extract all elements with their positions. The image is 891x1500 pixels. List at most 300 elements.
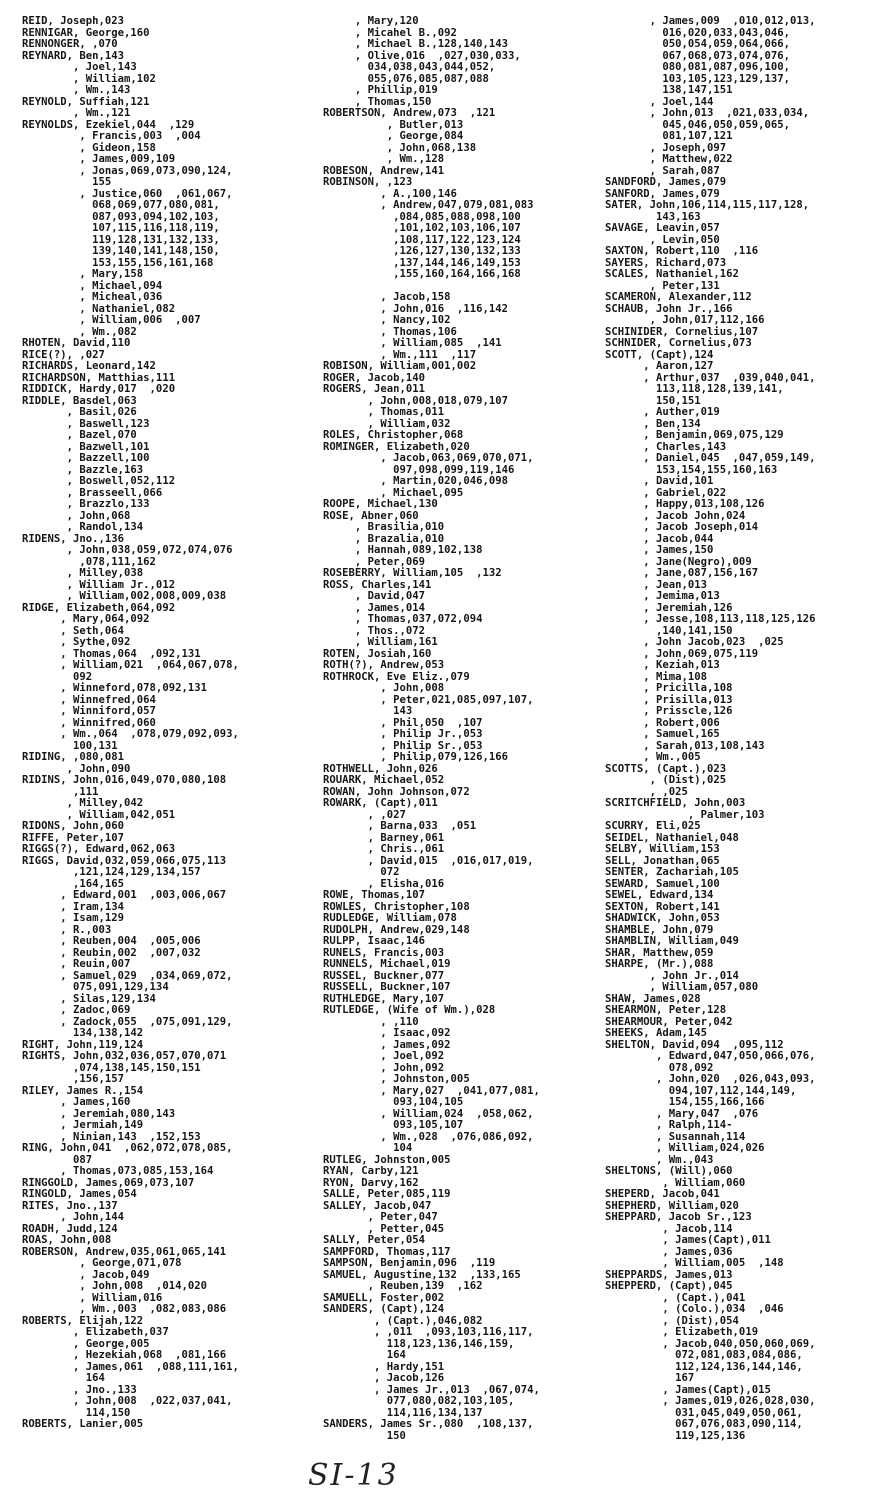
index-entry-line: 045,046,050,059,065, (605, 118, 790, 131)
index-entry-line: REID, Joseph,023 (22, 15, 125, 27)
index-entry-line: SANDERS, James Sr.,080 ,108,137, (323, 1418, 534, 1430)
index-entry-line: RULPP, Isaac,146 (323, 935, 426, 947)
index-entry-line: ROSS, Charles,141 (323, 578, 432, 591)
index-entry-line: , Joel,092 (323, 1050, 445, 1062)
index-entry-line: 143,163 (605, 210, 701, 223)
index-entry-line: , John Jacob,023 ,025 (605, 636, 784, 648)
index-entry-line: SCHINIDER, Cornelius,107 (605, 325, 759, 338)
index-entry-line: , Michael,094 (22, 279, 163, 292)
index-entry-line: SAMUEL, Augustine,132 ,133,165 (323, 1268, 521, 1281)
index-entry-line: , William,002,008,009,038 (22, 590, 227, 602)
index-entry-line: , Micahel B.,092 (323, 26, 457, 39)
index-entry-line: RIDENS, Jno.,136 (22, 532, 125, 545)
index-entry-line: ROAS, John,008 (22, 1234, 112, 1246)
index-entry-line: , Prisscle,126 (605, 705, 733, 717)
index-entry-line: , James(Capt),015 (605, 1383, 771, 1396)
index-entry-line: , David,047 (323, 590, 426, 602)
index-entry-line: 167 (605, 1372, 695, 1384)
index-entry-line: , Olive,016 ,027,030,033, (323, 49, 521, 62)
index-entry-line: 072 (323, 866, 400, 878)
index-entry-line: , Thomas,150 (323, 95, 432, 108)
index-entry-line: SHEPPARDS, James,013 (605, 1268, 733, 1281)
index-entry-line: ROWLES, Christopher,108 (323, 900, 470, 913)
index-entry-line: 114,150 (22, 1406, 131, 1419)
index-entry-line: ROBESON, Andrew,141 (323, 164, 445, 177)
index-entry-line: , Justice,060 ,061,067, (22, 187, 233, 200)
index-entry-line: , Wm.,043 (605, 1153, 714, 1166)
index-entry-line: , John,013 ,021,033,034, (605, 107, 810, 119)
index-entry-line: , Butler,013 (323, 118, 464, 131)
index-entry-line: , Brasseell,066 (22, 486, 163, 499)
index-entry-line: , Michael B.,128,140,143 (323, 38, 508, 50)
index-entry-line: , Jeremiah,126 (605, 601, 733, 614)
index-entry-line: SHEARMOUR, Peter,042 (605, 1015, 733, 1028)
index-entry-line: SHAW, James,028 (605, 992, 701, 1005)
index-entry-line: , James Jr.,013 ,067,074, (323, 1383, 540, 1396)
index-entry-line: , Boswell,052,112 (22, 475, 176, 487)
index-entry-line: RUTLEDGE, (Wife of Wm.),028 (323, 1004, 496, 1016)
index-entry-line: RUDLEDGE, William,078 (323, 912, 457, 924)
index-entry-line: , James,160 (22, 1096, 131, 1108)
index-entry-line: , Elisha,016 (323, 877, 445, 890)
index-entry-line: ROGERS, Jean,011 (323, 383, 426, 395)
index-entry-line: , Wm.,028 ,076,086,092, (323, 1130, 534, 1143)
index-entry-line: 150,151 (605, 394, 701, 407)
index-entry-line: , William,006 ,007 (22, 314, 201, 326)
index-entry-line: , William,102 (22, 72, 156, 85)
index-entry-line: , Philip,079,126,166 (323, 751, 508, 763)
index-entry-line: RHOTEN, David,110 (22, 337, 131, 349)
index-entry-line: , Hezekiah,068 ,081,166 (22, 1349, 227, 1361)
index-entry-line: , James,036 (605, 1245, 733, 1258)
index-entry-line: RIDONS, John,060 (22, 820, 125, 832)
index-entry-line: 031,045,049,050,061, (605, 1406, 803, 1419)
index-entry-line: , (Capt.),046,082 (323, 1314, 483, 1327)
index-entry-line: ROSE, Abner,060 (323, 509, 419, 522)
index-entry-line: , Brasilia,010 (323, 521, 445, 533)
index-entry-line: ,078,111,162 (22, 555, 156, 568)
index-entry-line: , Randol,134 (22, 521, 144, 533)
index-entry-line: , Charles,143 (605, 440, 727, 453)
index-entry-line: , George,084 (323, 130, 464, 142)
index-entry-line: 107,115,116,118,119, (22, 222, 220, 234)
index-entry-line: RYAN, Carby,121 (323, 1165, 419, 1177)
index-entry-line: , George,071,078 (22, 1257, 182, 1269)
index-entry-line: , Reubin,002 ,007,032 (22, 946, 201, 959)
index-entry-line: , Zadoc,069 (22, 1004, 131, 1016)
index-entry-line: , Joel,144 (605, 95, 714, 108)
index-entry-line: SAMPSON, Benjamin,096 ,119 (323, 1257, 496, 1269)
index-entry-line: RICHARDSON, Matthias,111 (22, 371, 176, 384)
index-entry-line: SHAR, Matthew,059 (605, 946, 714, 959)
index-entry-line: , Prisilla,013 (605, 693, 733, 706)
index-entry-line: , Matthew,022 (605, 153, 733, 165)
index-entry-line: 153,155,156,161,168 (22, 256, 214, 269)
index-entry-line: , John,090 (22, 762, 131, 775)
index-entry-line: , James,014 (323, 601, 426, 614)
index-entry-line: RIGGS(?), Edward,062,063 (22, 843, 176, 855)
index-entry-line: , Wm.,111 ,117 (323, 348, 477, 361)
index-entry-line: RYON, Darvy,162 (323, 1176, 419, 1189)
index-entry-line: SCOTT, (Capt),124 (605, 348, 714, 361)
index-entry-line: ROBISON, William,001,002 (323, 360, 477, 372)
index-entry-line: , Wm.,128 (323, 153, 445, 165)
index-entry-line: , Andrew,047,079,081,083 (323, 199, 534, 211)
index-entry-line: , R.,003 (22, 923, 112, 936)
index-entry-line: , Ninian,143 ,152,153 (22, 1130, 201, 1143)
index-entry-line: 068,069,077,080,081, (22, 199, 220, 211)
index-entry-line: , Jacob,158 (323, 291, 451, 303)
index-entry-line: , William,161 (323, 636, 438, 648)
index-entry-line: , (Colo.),034 ,046 (605, 1303, 784, 1315)
index-entry-line: , Bazwell,101 (22, 440, 150, 453)
index-entry-line: SAVAGE, Leavin,057 (605, 222, 720, 234)
index-entry-line: 077,080,082,103,105, (323, 1395, 515, 1407)
index-entry-line: , Brazzlo,133 (22, 498, 150, 510)
index-entry-line: 103,105,123,129,137, (605, 72, 790, 85)
index-entry-line: RINGGOLD, James,069,073,107 (22, 1176, 195, 1189)
index-entry-line: , James,092 (323, 1038, 451, 1051)
index-entry-line: ,084,085,088,098,100 (323, 210, 521, 223)
index-entry-line: 150 (323, 1429, 406, 1442)
index-entry-line: SALLEY, Jacob,047 (323, 1199, 432, 1212)
index-entry-line: , Thomas,037,072,094 (323, 613, 483, 625)
index-entry-line: , Winniford,057 (22, 705, 156, 717)
index-entry-line: SHADWICK, John,053 (605, 912, 720, 924)
index-entry-line: 092 (22, 670, 93, 683)
index-entry-line: RIGHTS, John,032,036,057,070,071 (22, 1050, 227, 1062)
index-entry-line: 113,118,128,139,141, (605, 383, 784, 395)
index-entry-line: , Jane(Negro),009 (605, 555, 752, 568)
index-entry-line: , Wm.,082 (22, 325, 137, 338)
index-entry-line: , Reuin,007 (22, 958, 131, 970)
index-entry-line: , Baswell,123 (22, 417, 150, 430)
index-entry-line: ,137,144,146,149,153 (323, 256, 521, 269)
index-entry-line: 081,107,121 (605, 130, 733, 142)
index-entry-line: ROWARK, (Capt),011 (323, 797, 438, 809)
index-entry-line: , Winnefred,064 (22, 693, 156, 706)
index-entry-line: , William,057,080 (605, 981, 759, 993)
index-entry-line: RUNNELS, Michael,019 (323, 958, 451, 970)
index-entry-line: , John,068,138 (323, 141, 477, 154)
index-entry-line: , William,042,051 (22, 808, 176, 821)
index-entry-line: SHEPHERD, William,020 (605, 1199, 739, 1212)
index-entry-line: ROBERSON, Andrew,035,061,065,141 (22, 1245, 227, 1258)
index-entry-line: , Francis,003 ,004 (22, 130, 201, 142)
index-entry-line: RIDDLE, Basdel,063 (22, 394, 137, 407)
index-entry-line: , Basil,026 (22, 406, 137, 418)
page-mark: SI-13 (308, 1458, 399, 1493)
index-entry-line: ROTHWELL, John,026 (323, 762, 438, 775)
index-entry-line: ROBERTS, Lanier,005 (22, 1418, 144, 1430)
index-entry-line: ,101,102,103,106,107 (323, 222, 521, 234)
index-entry-line: , Thomas,011 (323, 406, 445, 418)
index-entry-line: SHARPE, (Mr.),088 (605, 958, 714, 970)
index-entry-line: , Jean,013 (605, 578, 708, 591)
index-entry-line: RENNIGAR, George,160 (22, 26, 150, 39)
index-entry-line: SCRITCHFIELD, John,003 (605, 797, 746, 809)
index-entry-line: SANFORD, James,079 (605, 187, 720, 200)
index-column-middle (323, 16, 540, 1442)
index-entry-line: ,156,157 (22, 1073, 125, 1085)
index-entry-line: , James,150 (605, 544, 714, 556)
index-entry-line: RING, John,041 ,062,072,078,085, (22, 1142, 233, 1154)
index-entry-line: , Peter,047 (323, 1211, 438, 1223)
index-entry-line: , Nancy,102 (323, 314, 451, 326)
index-entry-line: , Ralph,114- (605, 1119, 733, 1131)
index-entry-line: , ,110 (323, 1015, 419, 1028)
index-entry-line: , Gabriel,022 (605, 486, 727, 499)
index-entry-line: , Jeremiah,080,143 (22, 1107, 176, 1120)
index-entry-line: SEWEL, Edward,134 (605, 889, 714, 901)
index-entry-line: , Jesse,108,113,118,125,126 (605, 613, 816, 625)
index-entry-line: , John,038,059,072,074,076 (22, 544, 233, 556)
index-entry-line: , A.,100,146 (323, 187, 457, 200)
index-entry-line: SELBY, William,153 (605, 843, 720, 855)
index-column-right (605, 16, 815, 1442)
index-entry-line: , Winnifred,060 (22, 716, 156, 729)
index-entry-line: , Brazalia,010 (323, 532, 445, 545)
index-entry-line: 114,116,134,137 (323, 1406, 483, 1419)
index-entry-line: , Jacob,114 (605, 1222, 733, 1235)
index-entry-line: SALLY, Peter,054 (323, 1234, 426, 1246)
index-entry-line: , Benjamin,069,075,129 (605, 429, 784, 441)
index-entry-line: , Jacob Joseph,014 (605, 521, 759, 533)
index-entry-line: , Philip Jr.,053 (323, 728, 483, 740)
index-entry-line: , David,015 ,016,017,019, (323, 854, 534, 867)
index-entry-line: SAYERS, Richard,073 (605, 256, 727, 269)
index-entry-line: , William,005 ,148 (605, 1257, 784, 1269)
index-entry-line: SEIDEL, Nathaniel,048 (605, 831, 739, 844)
index-entry-line: SEXTON, Robert,141 (605, 900, 720, 913)
index-entry-line: , Wm.,121 (22, 107, 131, 119)
index-entry-line: ROWAN, John Johnson,072 (323, 785, 470, 798)
index-entry-line: , Thomas,106 (323, 325, 457, 338)
index-entry-line: ,126,127,130,132,133 (323, 245, 521, 257)
index-entry-line: , John,144 (22, 1211, 125, 1223)
index-entry-line: ROMINGER, Elizabeth,020 (323, 440, 470, 453)
index-entry-line: , Jermiah,149 (22, 1119, 144, 1131)
index-entry-line: , Michael,095 (323, 486, 464, 499)
index-entry-line: SALLE, Peter,085,119 (323, 1188, 451, 1200)
index-entry-line: , Silas,129,134 (22, 992, 156, 1005)
index-entry-line: , Palmer,103 (605, 808, 765, 821)
index-entry-line: , Jno.,133 (22, 1383, 137, 1396)
index-entry-line: , Susannah,114 (605, 1130, 746, 1143)
index-entry-line: , Mary,120 (323, 15, 419, 27)
index-entry-line: SENTER, Zachariah,105 (605, 866, 739, 878)
index-entry-line: RICHARDS, Leonard,142 (22, 360, 156, 372)
index-entry-line: 104 (323, 1142, 413, 1154)
index-entry-line: , Mary,027 ,041,077,081, (323, 1084, 540, 1097)
index-entry-line: , David,101 (605, 475, 714, 487)
index-entry-line: , William,021 ,064,067,078, (22, 659, 239, 671)
index-entry-line: 164 (22, 1372, 105, 1384)
index-entry-line: , John Jr.,014 (605, 969, 739, 982)
index-entry-line: SEWARD, Samuel,100 (605, 877, 720, 890)
index-entry-line: ROADH, Judd,124 (22, 1222, 118, 1235)
index-entry-line: , John,092 (323, 1061, 445, 1074)
index-entry-line: , Arthur,037 ,039,040,041, (605, 371, 816, 384)
index-entry-line: 153,154,155,160,163 (605, 463, 778, 476)
index-entry-line: , Thomas,064 ,092,131 (22, 647, 201, 660)
index-entry-line: SANDFORD, James,079 (605, 176, 727, 188)
index-entry-line: , Bazzell,100 (22, 452, 150, 464)
index-entry-line: , Happy,013,108,126 (605, 498, 765, 510)
index-entry-line: SAMPFORD, Thomas,117 (323, 1245, 451, 1258)
index-entry-line: , William,032 (323, 417, 451, 430)
index-entry-line: , Phil,050 ,107 (323, 716, 483, 729)
index-entry-line: RUTLEG, Johnston,005 (323, 1153, 451, 1166)
index-entry-line: , Aaron,127 (605, 360, 714, 372)
index-entry-line: , James,061 ,088,111,161, (22, 1360, 239, 1373)
index-entry-line: 138,147,151 (605, 84, 733, 96)
index-entry-line: , Joel,143 (22, 61, 137, 73)
index-entry-line: SAMUELL, Foster,002 (323, 1291, 445, 1304)
index-entry-line: , ,027 (323, 808, 406, 821)
index-entry-line: RIGHT, John,119,124 (22, 1038, 144, 1051)
index-entry-line: ROGER, Jacob,140 (323, 371, 426, 384)
index-entry-line: , Chris.,061 (323, 843, 445, 855)
index-entry-line: , (Capt.),041 (605, 1291, 746, 1304)
index-entry-line: , William Jr.,012 (22, 578, 176, 591)
index-entry-line: 034,038,043,044,052, (323, 61, 496, 73)
index-entry-line: , Jacob John,024 (605, 509, 746, 522)
index-entry-line: , Auther,019 (605, 406, 720, 418)
index-entry-line: ,074,138,145,150,151 (22, 1061, 201, 1074)
index-entry-line: 075,091,129,134 (22, 981, 169, 993)
index-entry-line: , James,019,026,028,030, (605, 1395, 816, 1407)
index-entry-line: ,121,124,129,134,157 (22, 866, 201, 878)
index-entry-line: , Mima,108 (605, 670, 708, 683)
index-entry-line: 055,076,085,087,088 (323, 72, 489, 85)
index-entry-line: SHEARMON, Peter,128 (605, 1004, 727, 1016)
index-entry-line: ROBERTS, Elijah,122 (22, 1314, 144, 1327)
index-entry-line: RIFFE, Peter,107 (22, 831, 125, 844)
index-entry-line: , John,069,075,119 (605, 647, 759, 660)
index-entry-line: , Ben,134 (605, 417, 701, 430)
index-entry-line: , Mary,047 ,076 (605, 1107, 759, 1120)
index-entry-line: 154,155,166,166 (605, 1096, 765, 1108)
index-entry-line: SCHAUB, John Jr.,166 (605, 302, 733, 315)
index-entry-line: SCOTTS, (Capt.),023 (605, 762, 727, 775)
index-entry-line: , Thomas,073,085,153,164 (22, 1165, 214, 1177)
index-entry-line: 016,020,033,043,046, (605, 26, 790, 39)
index-entry-line: , Jacob,126 (323, 1372, 445, 1384)
index-entry-line: , John,008 ,022,037,041, (22, 1395, 233, 1407)
index-entry-line: SHEPPARD, Jacob Sr.,123 (605, 1211, 752, 1223)
index-entry-line: SHEPERD, Jacob,041 (605, 1188, 720, 1200)
index-entry-line: , John,017,112,166 (605, 314, 765, 326)
index-entry-line: , Wm.,064 ,078,079,092,093, (22, 728, 239, 740)
index-entry-line: 094,107,112,144,149, (605, 1084, 797, 1097)
index-entry-line: RILEY, James R.,154 (22, 1084, 144, 1097)
index-entry-line: SCAMERON, Alexander,112 (605, 291, 752, 303)
index-entry-line: , Philip Sr.,053 (323, 739, 483, 752)
index-entry-line: , Isaac,092 (323, 1027, 451, 1039)
index-entry-line: RINGOLD, James,054 (22, 1188, 137, 1200)
index-entry-line: , Wm.,143 (22, 84, 131, 96)
index-entry-line: , Jonas,069,073,090,124, (22, 164, 233, 177)
index-entry-line: , Jacob,044 (605, 532, 714, 545)
index-entry-line: , Hardy,151 (323, 1360, 445, 1373)
index-entry-line: , Edward,047,050,066,076, (605, 1050, 816, 1062)
index-entry-line: , Elizabeth,037 (22, 1326, 169, 1338)
index-entry-line: , Levin,050 (605, 233, 720, 246)
index-entry-line: SCALES, Nathaniel,162 (605, 268, 739, 280)
index-entry-line: SCHNIDER, Cornelius,073 (605, 337, 752, 349)
index-entry-line: , James,009,109 (22, 153, 176, 165)
index-entry-line: RIDINS, John,016,049,070,080,108 (22, 774, 227, 786)
index-entry-line: , Barna,033 ,051 (323, 820, 477, 832)
index-entry-line: 097,098,099,119,146 (323, 463, 515, 476)
index-entry-line: , Mary,064,092 (22, 613, 150, 625)
index-entry-line: RIDGE, Elizabeth,064,092 (22, 601, 176, 614)
index-entry-line: 143 (323, 705, 413, 717)
index-entry-line: , Bazzle,163 (22, 463, 144, 476)
index-entry-line: , Sarah,013,108,143 (605, 739, 765, 752)
index-entry-line: , John,068 (22, 509, 131, 522)
index-entry-line: ROOPE, Michael,130 (323, 498, 438, 510)
index-entry-line: 067,068,073,074,076, (605, 49, 790, 62)
index-entry-line: , John,020 ,026,043,093, (605, 1073, 816, 1085)
index-entry-line: , Barney,061 (323, 831, 445, 844)
index-entry-line: SATER, John,106,114,115,117,128, (605, 199, 810, 211)
index-entry-line: RIGGS, David,032,059,066,075,113 (22, 854, 227, 867)
index-entry-line: 119,125,136 (605, 1429, 746, 1442)
index-entry-line: , Jane,087,156,167 (605, 567, 759, 579)
index-entry-line: 164 (323, 1349, 406, 1361)
index-entry-line: , James(Capt),011 (605, 1234, 771, 1246)
index-entry-line: ROTH(?), Andrew,053 (323, 659, 445, 671)
index-entry-line: , Jacob,063,069,070,071, (323, 452, 534, 464)
index-entry-line: , Sythe,092 (22, 636, 131, 648)
index-entry-line: ROLES, Christopher,068 (323, 429, 464, 441)
index-entry-line: , Isam,129 (22, 912, 125, 924)
index-entry-line: 067,076,083,090,114, (605, 1418, 803, 1430)
index-entry-line: , Jemima,013 (605, 590, 720, 602)
index-entry-line: RIDING, ,080,081 (22, 751, 125, 763)
index-entry-line: , John,008 (323, 682, 445, 694)
index-entry-line: SHAMBLE, John,079 (605, 923, 714, 936)
index-entry-line: 134,138,142 (22, 1027, 144, 1039)
index-entry-line: ROBERTSON, Andrew,073 ,121 (323, 107, 496, 119)
index-entry-line: ,108,117,122,123,124 (323, 233, 521, 246)
index-entry-line: , Samuel,029 ,034,069,072, (22, 969, 233, 982)
index-entry-line: SHEEKS, Adam,145 (605, 1027, 708, 1039)
index-entry-line: 119,128,131,132,133, (22, 233, 220, 246)
index-entry-line: RUSSEL, Buckner,077 (323, 969, 445, 982)
index-entry-line: , Winneford,078,092,131 (22, 682, 207, 694)
index-entry-line: , Milley,038 (22, 567, 144, 579)
index-entry-line: , Martin,020,046,098 (323, 475, 508, 487)
index-entry-line: ,140,141,150 (605, 624, 733, 637)
index-entry-line: 139,140,141,148,150, (22, 245, 220, 257)
index-column-left (22, 16, 239, 1431)
index-entry-line: SANDERS, (Capt),124 (323, 1303, 445, 1315)
index-entry-line: , Edward,001 ,003,006,067 (22, 889, 227, 901)
index-entry-line: 080,081,087,096,100, (605, 61, 790, 73)
index-entry-line: , Petter,045 (323, 1222, 445, 1235)
index-entry-line: , Pricilla,108 (605, 682, 733, 694)
index-entry-line: , Peter,131 (605, 279, 720, 292)
index-entry-line: RUDOLPH, Andrew,029,148 (323, 923, 470, 936)
index-entry-line: , Nathaniel,082 (22, 302, 176, 315)
index-entry-line: ROBINSON, ,123 (323, 176, 413, 188)
index-entry-line: RICE(?), ,027 (22, 348, 105, 361)
index-entry-line: , William,085 ,141 (323, 337, 502, 349)
index-entry-line: , Bazel,070 (22, 429, 137, 441)
